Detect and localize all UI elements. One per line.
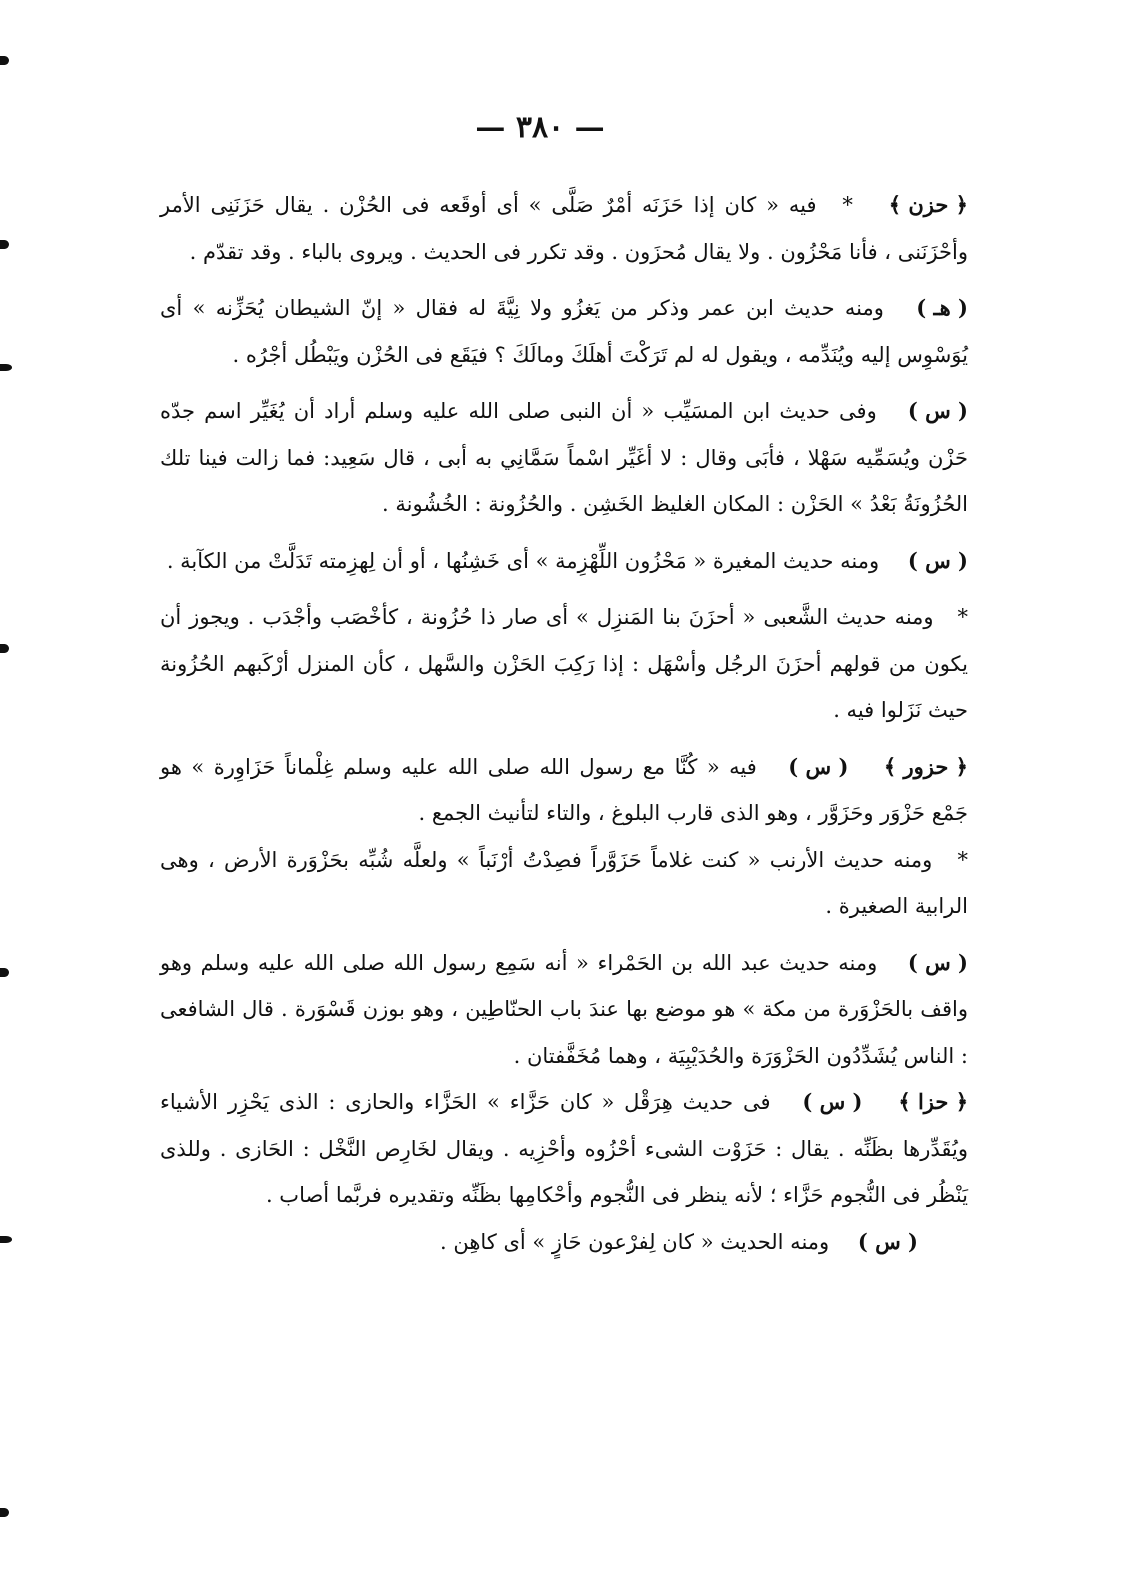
source-marker: ( هـ ) xyxy=(916,295,968,320)
paragraph-ibn-umar xyxy=(160,285,968,378)
paragraph-haza xyxy=(160,1079,968,1219)
source-marker: ( س ) xyxy=(907,547,968,573)
paragraph-text: ومنه حديث الشَّعبى « أحزَنَ بنا المَنزِل » أى صار ذا حُزُونة ، كأخْصَب وأجْدَب . ويجوز أن يكون من قولهم أحزَنَ الرجُل وأسْهَل : إذا رَكِبَ الحَزْن والسَّهل ، كأن المنزل أرْكَبهم الحُزُونة حيث نَزَلوا فيه . xyxy=(160,605,968,722)
paragraph-text: ومنه حديث الأرنب « كنت غلاماً حَزَوَّراً فصِدْتُ أرْنَباً » ولعلَّه شُبِّه بحَزْوَرة الأرض ، وهى الرابية الصغيرة . xyxy=(160,847,968,918)
paragraph-arnab xyxy=(160,837,968,930)
paragraph-text: ومنه حديث ابن عمر وذكر من يَغزُو ولا نِيَّةَ له فقال « إنّ الشيطان يُحَزِّنه » أى يُوَسْوِس إليه ويُنَدِّمه ، ويقول له لم تَرَكْتَ أهلَكَ ومالَكَ ؟ فيَقَع فى الحُزْن ويَبْطُل أجْرُه . xyxy=(160,296,968,367)
paragraph-text: ومنه الحديث « كان لِفرْعون حَازٍ » أى كاهِن . xyxy=(439,1229,830,1254)
source-marker: ( س ) xyxy=(788,753,849,779)
margin-mark xyxy=(0,364,12,371)
source-marker: ( س ) xyxy=(907,949,968,975)
paragraph-shabi xyxy=(160,594,968,734)
entry-heading: ﴿ حزا ﴾ xyxy=(898,1089,968,1114)
margin-mark xyxy=(0,1236,12,1243)
star-marker: * xyxy=(842,193,853,217)
paragraph-text: فى حديث هِرَقْل « كان حَزَّاء » الحَزَّاء والحازى : الذى يَحْزِر الأشياء ويُقَدِّرها بظَنِّه . يقال : حَزَوْت الشىء أحْزُوه وأحْزِيه . ويقال لخَارِص النَّخْل : الحَازى . وللذى يَنْظُر فى النُّجوم حَزَّاء ؛ لأنه ينظر فى النُّجوم وأحْكامِها بظَنِّه وتقديره فربَّما أصاب . xyxy=(160,1090,968,1207)
paragraph-text: فيه « كُنَّا مع رسول الله صلى الله عليه وسلم غِلْماناً حَزَاوِرة » هو جَمْع حَزْوَر وحَزَوَّر ، وهو الذى قارب البلوغ ، والتاء لتأنيث الجمع . xyxy=(160,754,968,825)
star-marker: * xyxy=(957,605,968,629)
source-marker: ( س ) xyxy=(802,1089,863,1114)
paragraph-text: فيه « كان إذا حَزَنَه أمْرٌ صَلَّى » أى أوقَعه فى الحُزْن . يقال حَزَنَنِى الأمر وأحْزَنَنى ، فأنا مَحْزُون . ولا يقال مُحزَون . وقد تكرر فى الحديث . ويروى بالباء . وقد تقدّم . xyxy=(160,193,968,264)
margin-mark xyxy=(0,968,9,977)
source-marker: ( س ) xyxy=(857,1228,918,1254)
paragraph-firawn xyxy=(160,1219,968,1266)
paragraph-text: ومنه حديث المغيرة « مَحْزُون اللِّهْزِمة » أى خَشِنُها ، أو أن لِهزِمته تَدَلَّتْ من الكآبة . xyxy=(166,548,880,573)
paragraph-ibn-musayyib xyxy=(160,388,968,528)
paragraph-abdullah-hamra xyxy=(160,940,968,1080)
entry-heading: ﴿ حزور ﴾ xyxy=(883,753,968,779)
main-text xyxy=(160,182,968,1265)
margin-mark xyxy=(0,1508,9,1517)
paragraph-hazan xyxy=(160,182,968,275)
paragraph-mughira xyxy=(160,538,968,585)
paragraph-hazwar xyxy=(160,744,968,837)
entry-heading: ﴿ حزن ﴾ xyxy=(888,192,968,217)
margin-mark xyxy=(0,56,9,65)
page-number: — ٣٨٠ — xyxy=(475,110,605,145)
star-marker: * xyxy=(957,847,968,872)
margin-mark xyxy=(0,644,9,653)
paragraph-text: ومنه حديث عبد الله بن الحَمْراء « أنه سَمِع رسول الله صلى الله عليه وسلم وهو واقف بالحَزْوَرة من مكة » هو موضع بها عندَ باب الحنّاطِين ، وهو بوزن قَسْوَرة . قال الشافعى : الناس يُشَدِّدُون الحَزْوَرَة والحُدَيْبِيَة ، وهما مُخَفَّفتان . xyxy=(160,950,968,1068)
margin-mark xyxy=(0,240,9,249)
paragraph-text: وفى حديث ابن المسَيِّب « أن النبى صلى الله عليه وسلم أراد أن يُغَيِّر اسم جدّه حَزْن ويُسَمِّيه سَهْلا ، فأبَى وقال : لا أغَيِّر اسْماً سَمَّانِي به أبى ، قال سَعِيد: فما زالت فينا تلك الحُزُونَةُ بَعْدُ » الحَزْن : المكان الغليظ الخَشِن . والحُزُونة : الخُشُونة . xyxy=(160,399,968,516)
source-marker: ( س ) xyxy=(907,398,968,423)
